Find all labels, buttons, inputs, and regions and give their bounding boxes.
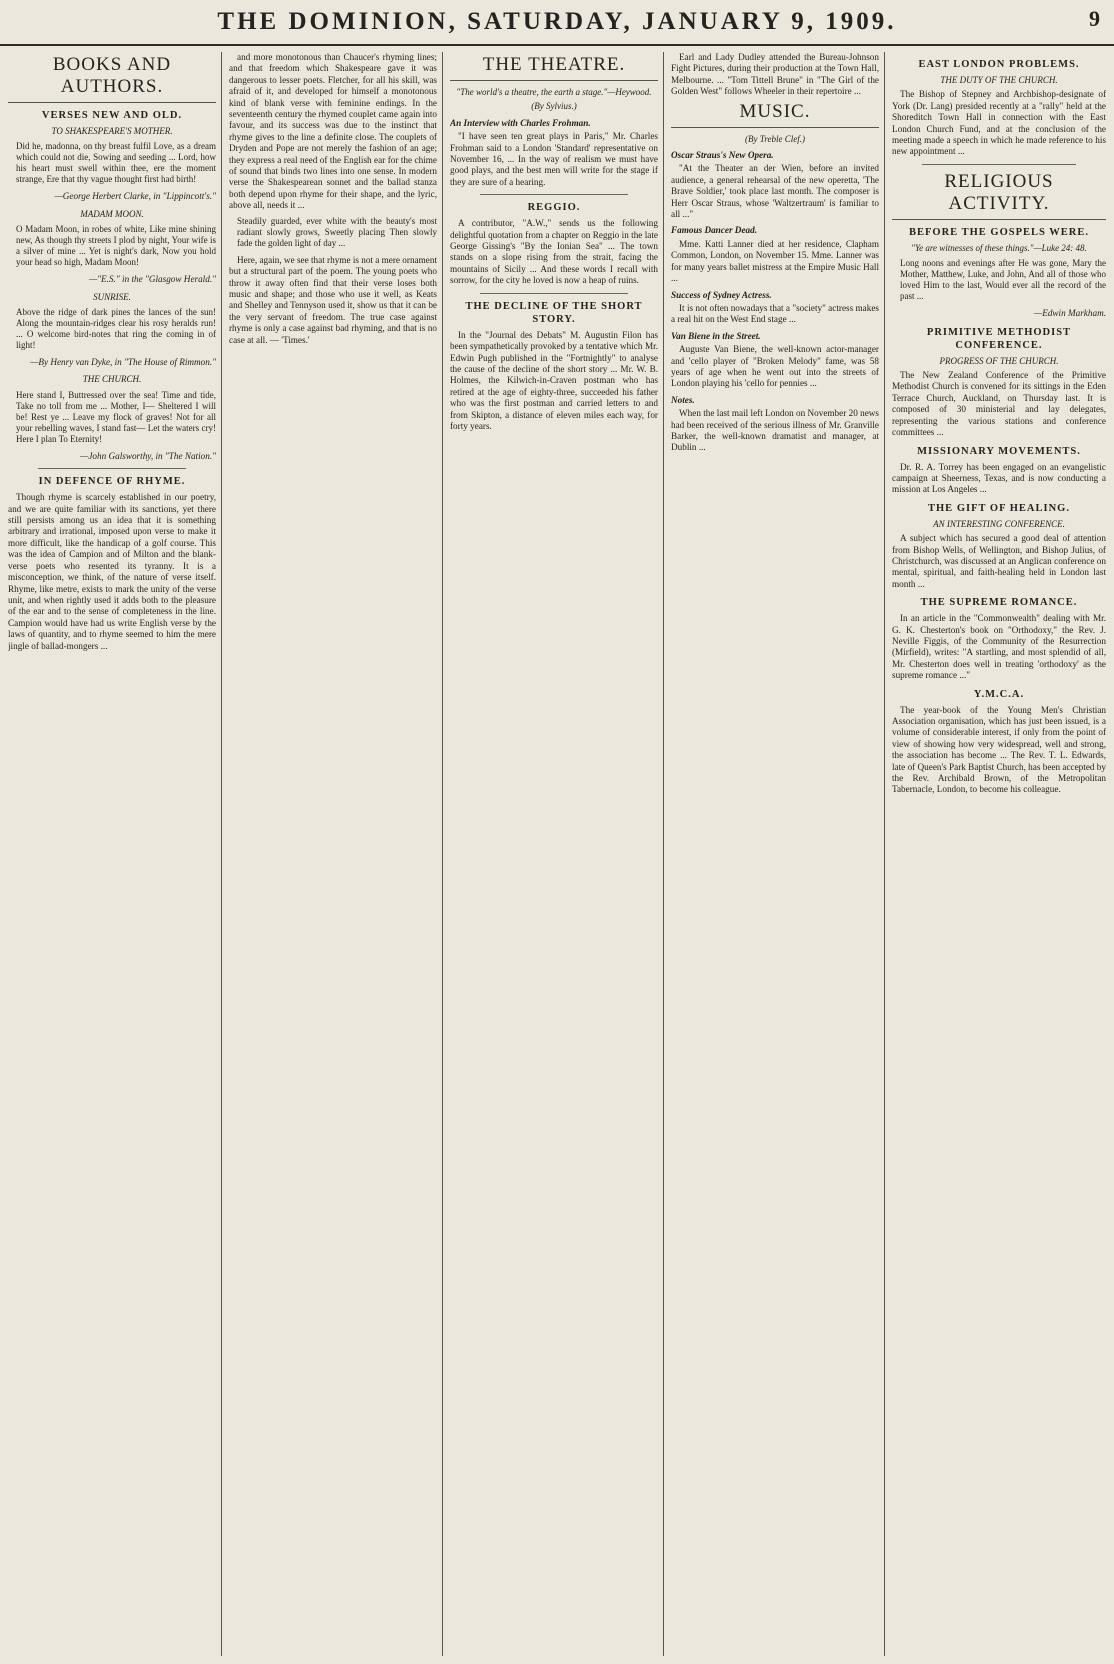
- article-body: When the last mail left London on November 20 news had been received of the serious illness of Mr. Granville Barker, the well-known dramatist and manager, at Dublin ...: [671, 408, 879, 453]
- article-body: The New Zealand Conference of the Primitive Methodist Church is convened for its sittings in the Eden Terrace Church, Auckland, on Thursday last. It is composed of 30 ministerial and lay delegates, representing the various stations and conference committees ...: [892, 370, 1106, 438]
- article-heading: Success of Sydney Actress.: [671, 289, 772, 300]
- poem-title: THE CHURCH.: [82, 374, 142, 385]
- article-body: Dr. R. A. Torrey has been engaged on an evangelistic campaign at Sheerness, Texas, and is now conducting a mission at Los Angeles ...: [892, 461, 1106, 495]
- article-heading: THE SUPREME ROMANCE.: [920, 597, 1078, 609]
- poem-title: TO SHAKESPEARE'S MOTHER.: [51, 126, 173, 136]
- article-heading: Notes.: [671, 394, 695, 405]
- byline: (By Sylvius.): [531, 101, 577, 112]
- divider: [38, 468, 186, 469]
- poem-text: Long noons and evenings after He was gone, Mary the Mother, Matthew, Luke, and John, And all of those who loved Him to the last, Would ever all the record of the past ...: [900, 258, 1106, 302]
- poem-text: Did he, madonna, on thy breast fulfil Love, as a dream which could not die, Sowing and seeding ... Lord, how his heart must swell within thee, ere the moment strange, Ere that thy vague thought first had birth!: [16, 141, 216, 185]
- article-body: Mme. Katti Lanner died at her residence, Clapham Common, London, on November 15. Mme. Lanner was for many years ballet mistress at the Empire Music Hall ...: [671, 238, 879, 284]
- article-heading: IN DEFENCE OF RHYME.: [38, 476, 186, 488]
- poem-title: MADAM MOON.: [80, 208, 144, 219]
- article-body: and more monotonous than Chaucer's rhyming lines; and that freedom which Shakespeare gave it was dangerous to lesser poets. Fletcher, for all his skill, was afraid of it, and developed for himself a monotonous kind of blank verse with feminine endings. In the seventeenth century the rhymed couplet came again into favour, and its success was due to the instinct that rhyme gives to the line a definite close. The couplets of Dryden and Pope are not merely the fashion of an age; they express a real need of the English ear for the chime of sound that binds two lines into one sense. In modern verse the Shakespearean sonnet and the ballad stanza both depend upon rhyme for their shape, and the lyric, above all, needs it ...: [229, 52, 437, 211]
- article-heading: PRIMITIVE METHODIST CONFERENCE.: [926, 326, 1072, 351]
- article-body: Though rhyme is scarcely established in our poetry, and we are quite familiar with its sanctions, yet there still persists among us an idea that it is something arbitrary and irrational, imposed upon verse to make it more difficult, like the handicap of a golf course. This was the idea of Campion and of Milton and the blank-verse poets who resented its tyranny. It is a misconception, we think, of the nature of verse itself. Rhyme, like metre, exists to mark the unity of the verse unit, and when rightly used it adds both to the pleasure of the ear and to the sense of completeness in the line. Campion would have had us write English verse by the laws of quantity, and to rhyme seemed to him the mere jingle of ballad-mongers ...: [8, 492, 216, 651]
- column-theatre-music: [671, 52, 879, 1656]
- article-body: The Bishop of Stepney and Archbishop-designate of York (Dr. Lang) presided recently at a "rally" held at the Shoreditch Town Hall in connection with the East London Church Fund, and at the conclusion of the meeting made a speech in which he made reference to his new appointment ...: [892, 89, 1106, 157]
- article-body: Here, again, we see that rhyme is not a mere ornament but a structural part of the poem. The young poets who throw it away often find that their verse loses both music and shape; and those who use it well, as Keats and Shelley and Tennyson used it, show us that it can be the very servant of freedom. The true case against rhyme is only a case against bad rhyming, and that is no case at all. — 'Times.': [229, 254, 437, 345]
- article-heading: An Interview with Charles Frohman.: [450, 117, 591, 128]
- article-body: In the "Journal des Debats" M. Augustin Filon has been sympathetically provoked by a tentative which Mr. Edwin Pugh published in the "Fortnightly" to analyse the cause of the decline of the short story ... Mr. W. B. Holmes, the Kilwich-in-Craven postman who has retired at the age of eighty-three, succeeded his father who was the first postman and carried letters to and from Skipton, a distance of eleven miles each way, for forty years.: [450, 329, 658, 431]
- divider: [922, 164, 1076, 165]
- epigraph: "Ye are witnesses of these things."—Luke 24: 48.: [911, 242, 1087, 253]
- article-body: It is not often nowadays that a "society" actress makes a real hit on the West End stage ...: [671, 302, 879, 325]
- section-heading: MUSIC.: [671, 101, 879, 128]
- article-body: "I have seen ten great plays in Paris," Mr. Charles Frohman said to a London 'Standard' representative on November 16, ... In the way of realism we must have good plays, and the best men will write for the stage if they are sure of a hearing.: [450, 131, 658, 187]
- article-body: Earl and Lady Dudley attended the Bureau-Johnson Fight Pictures, during their production at the Town Hall, Melbourne. ... "Tom Tittell Brune" in "The Girl of the Golden West" follows Wheeler in their repertoire ...: [671, 52, 879, 97]
- poem-text: Here stand I, Buttressed over the sea! Time and tide, Take no toll from me ... Mother, I— Sheltered I will be! Rest ye ... Leave my flock of graves! Not for all your rebelling waves, I stand fast— Let the waters cry! Here I plan To Eternity!: [16, 389, 216, 444]
- quoted-verse: Steadily guarded, ever white with the beauty's most radiant slowly grows, Sweetly placing Then slowly fade the golden light of day ...: [237, 215, 437, 248]
- section-heading: RELIGIOUS ACTIVITY.: [892, 171, 1106, 220]
- article-body: "At the Theater an der Wien, before an invited audience, a general rehearsal of the new operetta, 'The Brave Soldier,' took place last month. The composer is Herr Oscar Straus, whose 'Waltzertraum' is familiar to all ...": [671, 163, 879, 220]
- poem-attribution: —"E.S." in the "Glasgow Herald.": [89, 274, 216, 285]
- poem-attribution: —Edwin Markham.: [1034, 308, 1106, 319]
- article-heading: REGGIO.: [527, 202, 581, 214]
- poem-text: O Madam Moon, in robes of white, Like mine shining new, As though thy streets I plod by night, Your wife is a silver of mine ... Yet is night's dark, Now you hold your head so high, Madam Moon!: [16, 224, 216, 268]
- article-heading: Y.M.C.A.: [973, 688, 1025, 700]
- column-rule: [884, 52, 885, 1656]
- column-theatre: [450, 52, 658, 1656]
- column-rule: [663, 52, 664, 1656]
- article-body: The year-book of the Young Men's Christian Association organisation, which has just been issued, is a volume of considerable interest, if only from the point of view of showing how very widespread, well and strong, the association has become ... The Rev. T. L. Edwards, late of Queen's Park Baptist Church, has been accepted by the Rev. Archibald Brown, of the Metropolitan Tabernacle, London, to become his colleague.: [892, 704, 1106, 795]
- article-heading: Oscar Straus's New Opera.: [671, 150, 774, 161]
- article-body: A subject which has secured a good deal of attention from Bishop Wells, of Wellington, and Bishop Julius, of Christchurch, was discussed at an Anglican conference on mental, spiritual, and faith-healing held in London last month ...: [892, 533, 1106, 589]
- column-books-and-authors: [8, 52, 216, 1656]
- article-heading: Famous Dancer Dead.: [671, 225, 758, 236]
- poem-title: SUNRISE.: [93, 291, 131, 302]
- masthead-title: THE DOMINION, SATURDAY, JANUARY 9, 1909.: [217, 8, 897, 35]
- column-essay-continued: [229, 52, 437, 1656]
- article-subheading: THE DUTY OF THE CHURCH.: [940, 75, 1058, 85]
- article-heading: THE DECLINE OF THE SHORT STORY.: [465, 300, 643, 325]
- divider: [480, 194, 628, 195]
- article-body: Auguste Van Biene, the well-known actor-manager and 'cello player of "Broken Melody" fame, was 58 years of age when he went out into the streets of London playing his 'cello for pennies ...: [671, 344, 879, 389]
- column-religious-activity: [892, 52, 1106, 1656]
- byline: (By Treble Clef.): [745, 133, 805, 144]
- subsection-heading: VERSES NEW AND OLD.: [41, 110, 183, 121]
- section-heading: BOOKS AND AUTHORS.: [8, 54, 216, 103]
- article-subheading: AN INTERESTING CONFERENCE.: [933, 518, 1065, 529]
- page-number: 9: [1089, 6, 1100, 31]
- article-subheading: PROGRESS OF THE CHURCH.: [939, 355, 1059, 366]
- poem-text: Above the ridge of dark pines the lances of the sun! Along the mountain-ridges clear his rosy heralds run! ... O welcome bird-notes that ring the coming in of light!: [16, 307, 216, 351]
- article-heading: THE GIFT OF HEALING.: [928, 502, 1070, 514]
- column-rule: [221, 52, 222, 1656]
- column-rule: [442, 52, 443, 1656]
- article-heading: BEFORE THE GOSPELS WERE.: [909, 226, 1089, 238]
- article-body: In an article in the "Commonwealth" dealing with Mr. G. K. Chesterton's book on "Orthodoxy," the Rev. J. Neville Figgis, of the Community of the Resurrection (Mirfield), writes: "A startling, and most splendid of all, Mr. Chesterton does well in treating 'orthodoxy' as the supreme romance ...": [892, 613, 1106, 681]
- masthead: [0, 0, 1114, 46]
- article-heading: EAST LONDON PROBLEMS.: [918, 59, 1080, 70]
- poem-attribution: —By Henry van Dyke, in "The House of Rimmon.": [30, 357, 216, 368]
- epigraph: "The world's a theatre, the earth a stage."—Heywood.: [456, 87, 652, 97]
- divider: [480, 293, 628, 294]
- article-body: A contributor, "A.W.," sends us the following delightful quotation from a chapter on Reggio in the late George Gissing's "By the Ionian Sea" ... The town stands on a slope rising from the strait, facing the mountains of Sicily ... And these words I recall with sorrow, for the city he loved is now a heap of ruins.: [450, 218, 658, 286]
- article-heading: MISSIONARY MOVEMENTS.: [917, 445, 1081, 457]
- article-heading: Van Biene in the Street.: [671, 330, 761, 341]
- poem-attribution: —George Herbert Clarke, in "Lippincott's.": [54, 191, 216, 202]
- section-heading: THE THEATRE.: [450, 54, 658, 81]
- poem-attribution: —John Galsworthy, in "The Nation.": [80, 450, 216, 461]
